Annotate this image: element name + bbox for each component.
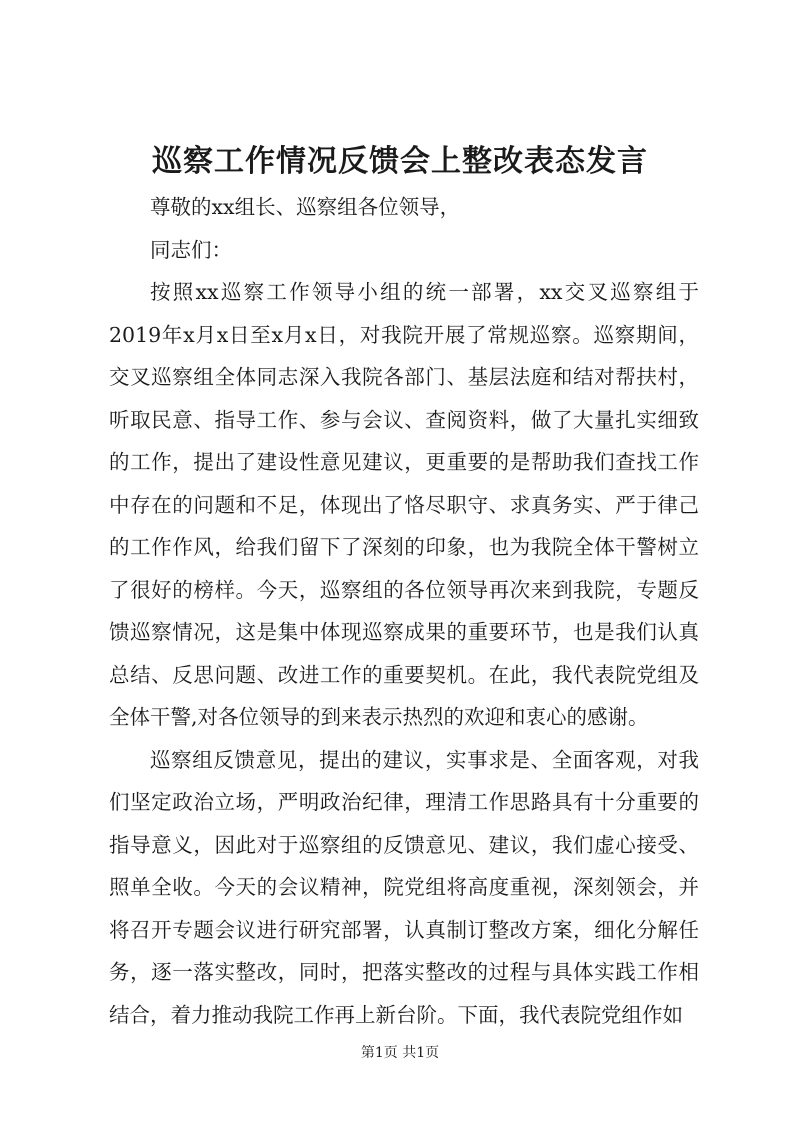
paragraph: 巡察组反馈意见，提出的建议，实事求是、全面客观，对我们坚定政治立场，严明政治纪律，理清工作思路具有十分重要的指导意义，因此对于巡察组的反馈意见、建议，我们虚心接受、照单全收。今天的会议精神，院党组将高度重视，深刻领会，并将召开专题会议进行研究部署，认真制订整改方案，细化分解任务，逐一落实整改，同时，把落实整改的过程与具体实践工作相结合，着力推动我院工作再上新台阶。下面，我代表院党组作如 <box>109 747 699 1027</box>
page-footer: 第1页 共1页 <box>360 1045 440 1061</box>
greeting: 同志们： <box>150 237 232 262</box>
document-title: 巡察工作情况反馈会上整改表态发言 <box>152 144 648 179</box>
salutation: 尊敬的xx组长、巡察组各位领导， <box>150 195 461 219</box>
paragraph: 按照xx巡察工作领导小组的统一部署，xx交叉巡察组于2019年x月x日至x月x日，对我院开展了常规巡察。巡察期间，交叉巡察组全体同志深入我院各部门、基层法庭和结对帮扶村，听取民意、指导工作、参与会议、查阅资料，做了大量扎实细致的工作，提出了建设性意见建议，更重要的是帮助我们查找工作中存在的问题和不足，体现出了恪尽职守、求真务实、严于律己的工作作风，给我们留下了深刻的印象，也为我院全体干警树立了很好的榜样。今天，巡察组的各位领导再次来到我院，专题反馈巡察情况，这是集中体现巡察成果的重要环节，也是我们认真总结、反思问题、改进工作的重要契机。在此，我代表院党组及全体干警,对各位领导的到来表示热烈的欢迎和衷心的感谢。 <box>109 280 699 729</box>
document-body <box>109 186 699 1036</box>
